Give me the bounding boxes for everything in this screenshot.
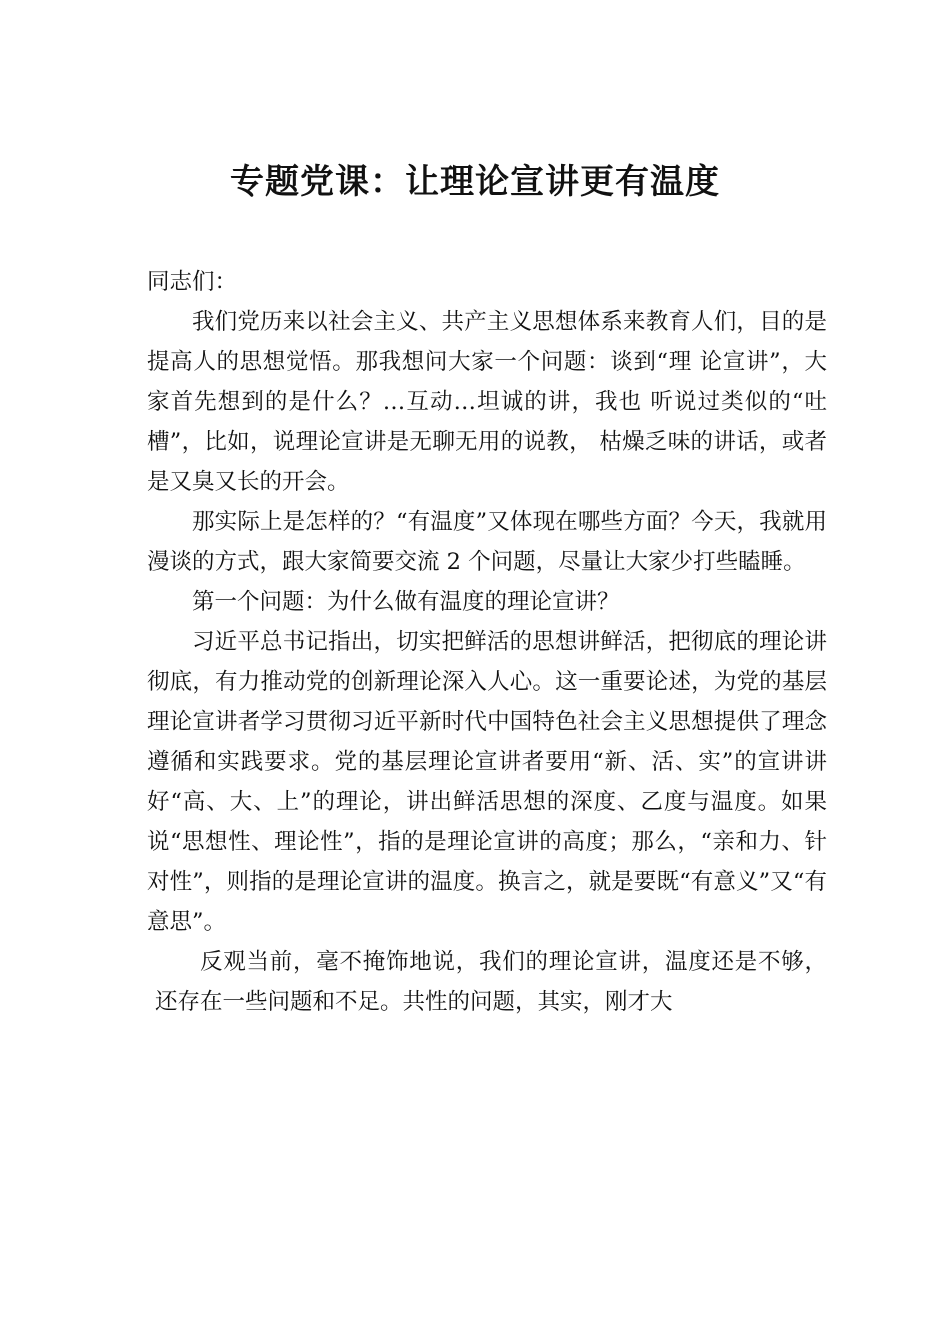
paragraph-opening: 我们党历来以社会主义、共产主义思想体系来教育人们，目的是提高人的思想觉悟。那我想问大家一个问题：谈到“理 论宣讲”，大家首先想到的是什么？…互动…坦诚的讲，我也 听说过类似的“吐槽”，比如，说理论宣讲是无聊无用的说教， 枯燥乏味的讲话，或者是又臭又长的开会。 [147,309,827,495]
document-title: 专题党课：让理论宣讲更有温度 [230,162,720,202]
paragraph-first-topic: 第一个问题：为什么做有温度的理论宣讲？ [192,589,620,615]
paragraph-xi-quote: 习近平总书记指出，切实把鲜活的思想讲鲜活，把彻底的理论讲彻底，有力推动党的创新理论深入人心。这一重要论述，为党的基层理论宣讲者学习贯彻习近平新时代中国特色社会主义思想提供了理念遵循和实践要求。党的基层理论宣讲者要用“新、活、实”的宣讲讲好“高、大、上”的理论，讲出鲜活思想的深度、乙度与温度。如果说“思想性、理论性”，指的是理论宣讲的高度；那么，“亲和力、针对性”，则指的是理论宣讲的温度。换言之，就是要既“有意义”又“有意思”。 [147,629,827,935]
paragraph-current-issues: 反观当前，毫不掩饰地说，我们的理论宣讲，温度还是不够，还存在一些问题和不足。共性的问题，其实，刚才大 [155,949,827,1015]
salutation: 同志们： [147,269,238,295]
document-body [147,262,827,1022]
paragraph-question: 那实际上是怎样的？“有温度”又体现在哪些方面？今天，我就用漫谈的方式，跟大家简要交流 2 个问题，尽量让大家少打些瞌睡。 [147,509,827,575]
